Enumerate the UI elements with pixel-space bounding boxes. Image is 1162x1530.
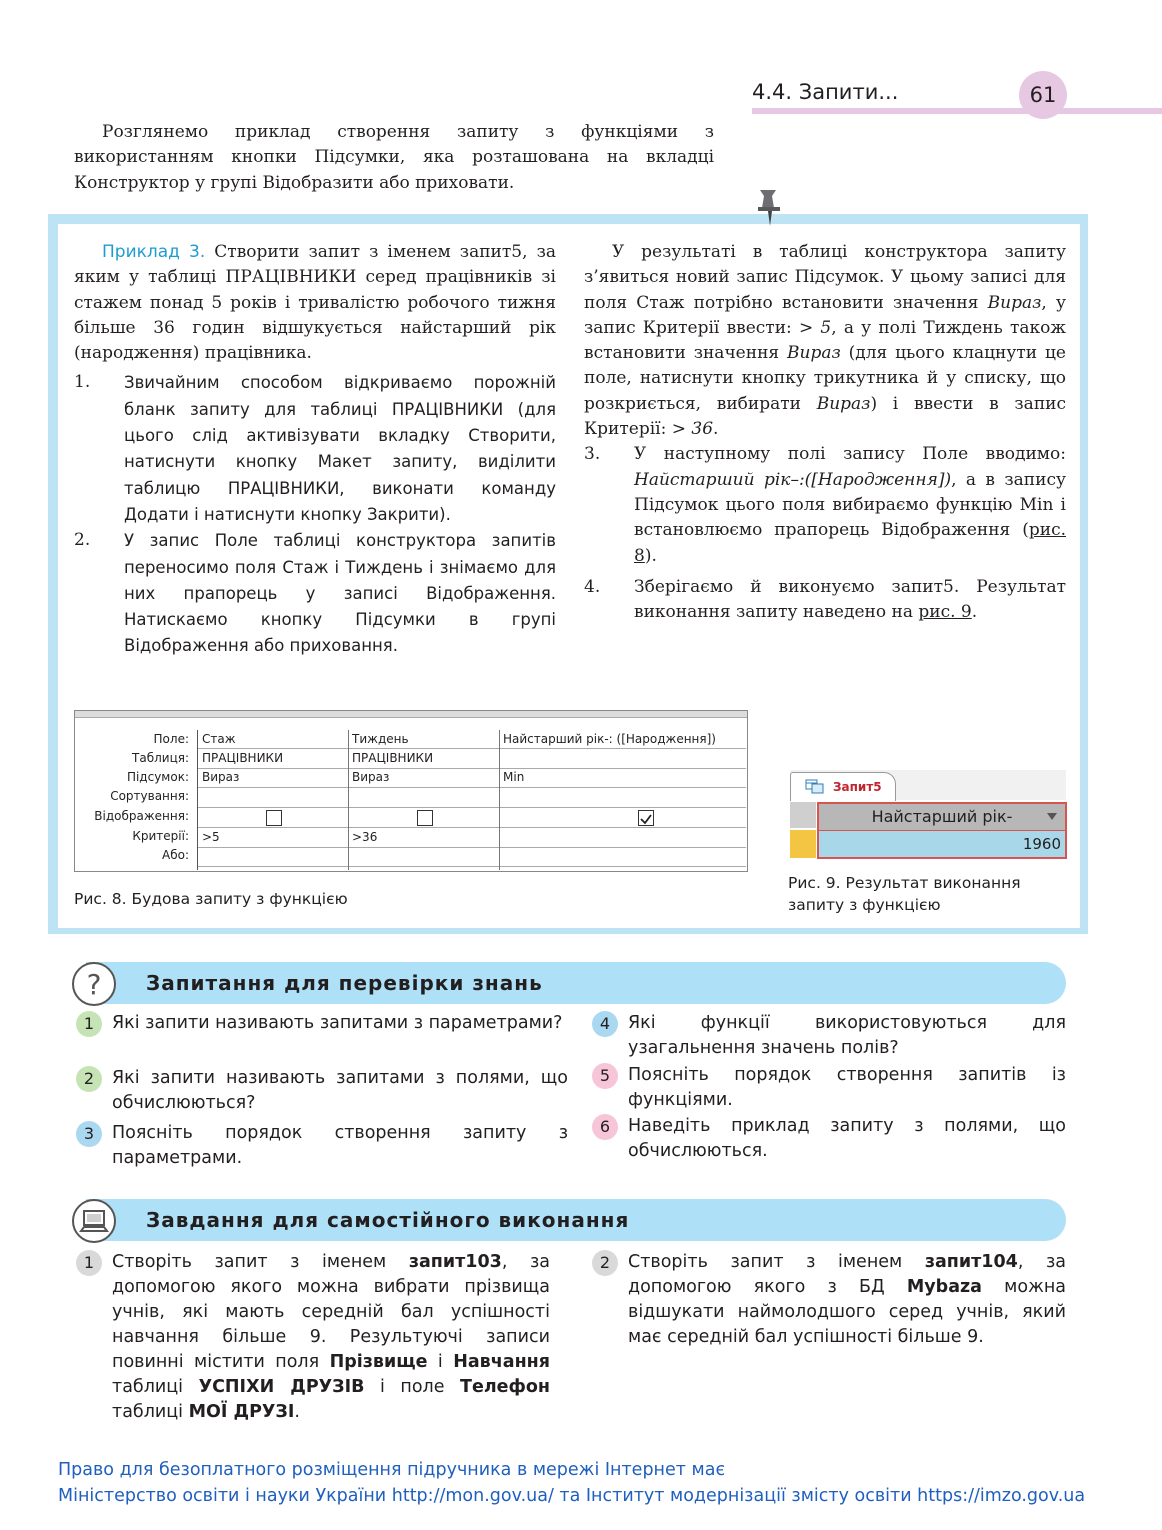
record-selector[interactable] — [790, 830, 816, 858]
text-italic: 36 — [691, 419, 714, 440]
cell-total-1[interactable]: Вираз — [202, 770, 240, 784]
step-number: 1. — [74, 372, 91, 393]
svg-text:?: ? — [86, 968, 102, 1001]
row-label-field: Поле: — [153, 732, 189, 746]
text-bold: Прізвище — [329, 1352, 428, 1372]
grid-line — [198, 748, 746, 749]
text-run: ) і ввести в запис Критерії: > — [584, 393, 1066, 440]
grid-col-line — [499, 730, 500, 870]
text-italic: Вираз — [787, 343, 841, 364]
question-4: Які функції використовуються для узагальнення значень полів? — [628, 1013, 1066, 1058]
step-text: Звичайним способом відкриваємо порожній бланк запиту для таблиці ПРАЦІВНИКИ (для цього слід активізувати вкладку Створити, натиснути кнопку Макет запиту, виділити таблицю ПРАЦІВНИКИ, виконати команду Додати і натиснути кнопку Закрити). — [124, 373, 556, 524]
row-label-table: Таблиця: — [132, 751, 189, 765]
text-run: У результаті в таблиці конструктора запиту з’явиться новий запис Підсумок. У цьому записі для поля Стаж потрібно встановити значення — [584, 242, 1066, 313]
show-checkbox-3[interactable] — [638, 810, 654, 826]
step-number: 4. — [584, 576, 601, 597]
text-run: (для цього клацнути це поле, натиснути кнопку трикутника й у списку, що розкриється, вибирати — [584, 343, 1066, 414]
text-run: , у запис Критерії ввести: > — [584, 292, 1066, 338]
tab-label: Запит5 — [833, 780, 882, 794]
fig8-link[interactable]: рис. 8 — [634, 520, 1066, 566]
text-run: Зберігаємо й виконуємо запит5. Результат виконання запиту наведено на — [634, 576, 1066, 623]
row-label-show: Відображення: — [94, 809, 189, 823]
task-number-1: 1 — [76, 1250, 102, 1276]
text-run: Створіть запит з іменем — [628, 1252, 925, 1272]
task-number-2: 2 — [592, 1250, 618, 1276]
step-1 — [74, 370, 556, 528]
footer-line-2: Міністерство освіти і науки України http://mon.gov.ua/ та Інститут модернізації змісту освіти https://imzo.gov.ua — [58, 1486, 1086, 1506]
example-steps — [74, 370, 556, 659]
grid-line — [198, 827, 746, 828]
text-bold: Телефон — [460, 1377, 551, 1397]
question-3: Поясніть порядок створення запиту з параметрами. — [112, 1123, 568, 1168]
tasks-title: Завдання для самостійного виконання — [146, 1208, 630, 1232]
show-checkbox-2[interactable] — [417, 810, 433, 826]
text-run: , а в запису Підсумок цього поля вибираємо функцію Min і встановлюємо прапорець Відображення ( — [634, 469, 1066, 541]
text-run: таблиці — [112, 1402, 189, 1422]
fig9-link[interactable]: рис. 9 — [918, 602, 972, 623]
step-3 — [584, 442, 1066, 568]
grid-top-bar — [75, 711, 747, 718]
example-statement — [74, 240, 556, 366]
grid-line — [198, 787, 746, 788]
row-label-sort: Сортування: — [110, 789, 189, 803]
cell-total-2[interactable]: Вираз — [352, 770, 390, 784]
checkmark-icon — [639, 812, 653, 826]
question-number-6: 6 — [592, 1114, 618, 1140]
cell-criteria-2[interactable]: >36 — [352, 830, 378, 844]
step-number: 3. — [584, 444, 601, 465]
footer-line-1: Право для безоплатного розміщення підручника в мережі Інтернет має — [58, 1460, 726, 1480]
row-label-or: Або: — [162, 848, 189, 862]
grid-line — [198, 866, 746, 867]
questions-header — [86, 962, 1066, 1004]
fig9-caption-line1: Рис. 9. Результат виконання — [788, 874, 1021, 892]
query-result — [790, 770, 1066, 862]
grid-line — [198, 847, 746, 848]
result-paragraph — [584, 240, 1066, 442]
header-line — [752, 108, 1162, 114]
row-label-criteria: Критерії: — [132, 829, 189, 843]
text-bold: запит103 — [408, 1252, 502, 1272]
example-text: Створити запит з іменем запит5, за яким у таблиці ПРАЦІВНИКИ серед працівників зі стажем понад 5 років і тривалістю робочого тижня більше 36 годин відшукується найстарший рік (народження) працівника. — [74, 242, 556, 364]
cell-table-2[interactable]: ПРАЦІВНИКИ — [352, 751, 434, 765]
text-run: , а у полі Тиждень також встановити значення — [584, 317, 1066, 364]
text-run: ). — [644, 545, 657, 566]
intro-paragraph: Розглянемо приклад створення запиту з функціями з використанням кнопки Підсумки, яка розташована на вкладці Конструктор у групі Відобразити або приховати. — [74, 122, 714, 193]
step-4 — [584, 575, 1066, 626]
step-2 — [74, 528, 556, 659]
grid-line — [198, 768, 746, 769]
show-checkbox-1[interactable] — [266, 810, 282, 826]
select-all-corner[interactable] — [790, 802, 816, 828]
fig9-caption-line2: запиту з функцією — [788, 896, 941, 914]
column-header-label: Найстарший рік- — [871, 807, 1013, 826]
text-italic: Вираз — [816, 393, 871, 414]
text-run: Створіть запит з іменем — [112, 1252, 409, 1272]
query-icon — [805, 779, 825, 795]
cell-criteria-1[interactable]: >5 — [202, 830, 220, 844]
text-italic: 5 — [820, 317, 832, 338]
task-2 — [628, 1250, 1066, 1350]
page-number: 61 — [1019, 71, 1067, 119]
step-number: 2. — [74, 530, 91, 551]
text-run: можна відшукати наймолодшого серед учнів, який має середній бал успішності більше 9. — [628, 1277, 1067, 1347]
questions-title: Запитання для перевірки знань — [146, 971, 543, 995]
example-steps-cont — [584, 442, 1066, 625]
cell-field-1[interactable]: Стаж — [202, 732, 236, 746]
row-label-total: Підсумок: — [126, 770, 189, 784]
text-bold: запит104 — [924, 1252, 1018, 1272]
task-1 — [112, 1250, 550, 1425]
cell-field-3[interactable]: Найстарший рік-: ([Народження]) — [503, 732, 716, 746]
computer-icon — [72, 1199, 116, 1243]
cell-total-3[interactable]: Min — [503, 770, 525, 784]
text-italic: Вираз — [987, 292, 1042, 313]
text-italic: Найстарший рік–:([Народження]) — [634, 469, 952, 490]
text-run: У наступному полі запису Поле вводимо: — [634, 444, 1066, 465]
step-text: У запис Поле таблиці конструктора запитів переносимо поля Стаж і Тиждень і знімаємо для них прапорець у записі Відображення. Натискаємо кнопку Підсумки в групі Відображення або приховання. — [124, 531, 556, 656]
question-6: Наведіть приклад запиту з полями, що обчислюються. — [628, 1116, 1066, 1161]
text-run: . — [294, 1402, 300, 1422]
question-icon — [72, 962, 116, 1006]
example-right-column — [584, 240, 1066, 625]
text-bold: Mybaza — [906, 1277, 982, 1297]
tab-query5[interactable] — [790, 772, 896, 801]
text-run: і поле — [364, 1377, 461, 1397]
result-value: 1960 — [1022, 835, 1061, 853]
section-title: 4.4. Запити... — [752, 80, 899, 104]
pushpin-icon — [748, 186, 788, 232]
text-bold: УСПІХИ ДРУЗІВ — [198, 1377, 365, 1397]
text-run: і — [427, 1352, 454, 1372]
fig8-caption: Рис. 8. Будова запиту з функцією — [74, 890, 348, 908]
question-number-4: 4 — [592, 1011, 618, 1037]
question-1: Які запити називають запитами з параметрами? — [112, 1013, 563, 1033]
cell-field-2[interactable]: Тиждень — [352, 732, 409, 746]
question-number-5: 5 — [592, 1063, 618, 1089]
example-left-column — [74, 240, 556, 660]
grid-line — [198, 807, 746, 808]
column-header[interactable] — [817, 802, 1067, 830]
question-number-1: 1 — [76, 1011, 102, 1037]
text-bold: Навчання — [453, 1352, 550, 1372]
text-run: , за допомогою якого можна вибрати прізвища учнів, які мають середній бал успішності навчання більше 9. Результуючі записи повинні містити поля — [112, 1252, 550, 1372]
chevron-down-icon[interactable] — [1047, 813, 1057, 821]
question-5: Поясніть порядок створення запитів із функціями. — [628, 1065, 1066, 1110]
cell-table-1[interactable]: ПРАЦІВНИКИ — [202, 751, 284, 765]
text-bold: МОЇ ДРУЗІ — [188, 1402, 295, 1422]
text-run: таблиці — [112, 1377, 199, 1397]
grid-cells — [197, 730, 746, 870]
tasks-header — [86, 1199, 1066, 1241]
question-number-3: 3 — [76, 1121, 102, 1147]
question-number-2: 2 — [76, 1066, 102, 1092]
text-run: , за допомогою якого з БД — [628, 1252, 1066, 1297]
question-2: Які запити називають запитами з полями, що обчислюються? — [112, 1068, 568, 1113]
example-label: Приклад 3. — [102, 242, 206, 262]
text-run: . — [971, 602, 978, 623]
text-run: . — [713, 419, 719, 440]
query-design-grid — [74, 710, 748, 872]
result-cell[interactable] — [817, 830, 1067, 859]
